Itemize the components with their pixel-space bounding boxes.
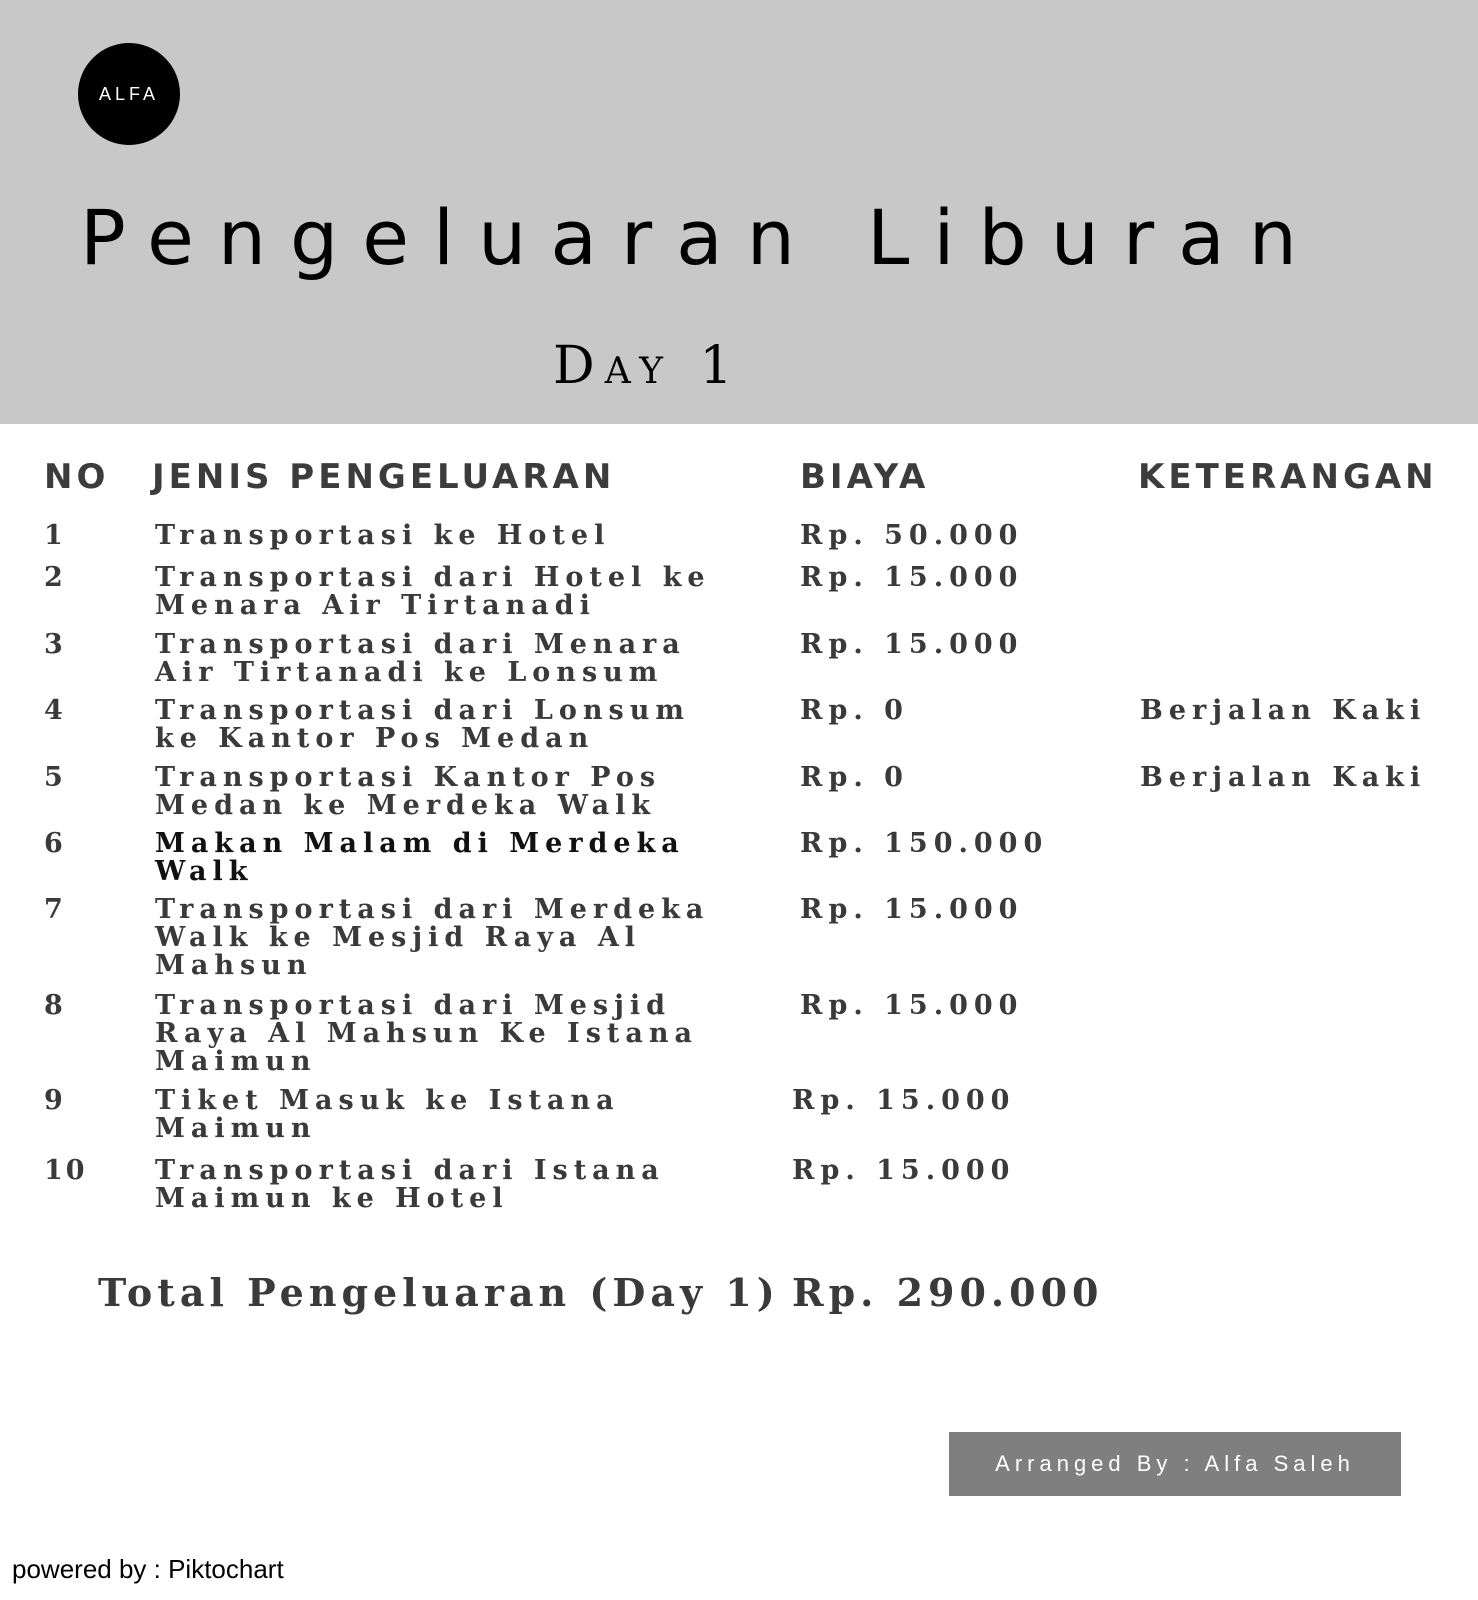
total-value: Rp. 290.000 [792,1270,1104,1315]
row-no: 7 [44,894,66,925]
row-jenis: Makan Malam di Merdeka Walk [155,828,685,887]
row-jenis: Transportasi dari Mesjid Raya Al Mahsun Ke Istana Maimun [155,990,698,1077]
arranged-by-badge [949,1432,1401,1496]
row-jenis: Transportasi Kantor Pos Medan ke Merdeka Walk [155,762,662,821]
row-jenis: Transportasi dari Menara Air Tirtanadi ke Lonsum [155,629,686,688]
page-subtitle: Day 1 [553,336,743,396]
row-jenis: Tiket Masuk ke Istana Maimun [155,1085,620,1144]
row-biaya: Rp. 0 [800,762,909,793]
row-biaya: Rp. 15.000 [800,562,1024,593]
row-no: 1 [44,520,66,551]
row-jenis: Transportasi dari Hotel ke Menara Air Tirtanadi [155,562,711,621]
row-jenis: Transportasi ke Hotel [155,520,611,551]
row-no: 6 [44,828,66,859]
row-no: 3 [44,629,66,660]
row-no: 2 [44,562,66,593]
page-title: Pengeluaran Liburan [80,193,1321,282]
column-header-keterangan: KETERANGAN [1138,457,1438,497]
column-header-no: NO [44,457,110,497]
row-jenis: Transportasi dari Merdeka Walk ke Mesjid Raya Al Mahsun [155,894,710,981]
row-biaya: Rp. 15.000 [800,894,1024,925]
row-biaya: Rp. 150.000 [800,828,1049,859]
row-biaya: Rp. 15.000 [800,629,1024,660]
logo-badge [78,43,180,145]
logo-text: ALFA [98,83,160,104]
row-no: 8 [44,990,66,1021]
row-keterangan: Berjalan Kaki [1140,695,1427,726]
row-biaya: Rp. 50.000 [800,520,1024,551]
row-jenis: Transportasi dari Istana Maimun ke Hotel [155,1155,665,1214]
row-biaya: Rp. 15.000 [800,990,1024,1021]
row-no: 10 [44,1155,88,1186]
row-no: 5 [44,762,66,793]
column-header-biaya: BIAYA [800,457,930,497]
column-header-jenis: JENIS PENGELUARAN [152,457,616,497]
row-jenis: Transportasi dari Lonsum ke Kantor Pos Medan [155,695,690,754]
row-no: 9 [44,1085,66,1116]
row-keterangan: Berjalan Kaki [1140,762,1427,793]
arranged-by-text: Arranged By : Alfa Saleh [995,1451,1355,1476]
powered-by-text: powered by : Piktochart [12,1554,284,1584]
row-biaya: Rp. 15.000 [792,1155,1016,1186]
row-biaya: Rp. 0 [800,695,909,726]
row-no: 4 [44,695,66,726]
total-label: Total Pengeluaran (Day 1) [98,1270,780,1315]
row-biaya: Rp. 15.000 [792,1085,1016,1116]
